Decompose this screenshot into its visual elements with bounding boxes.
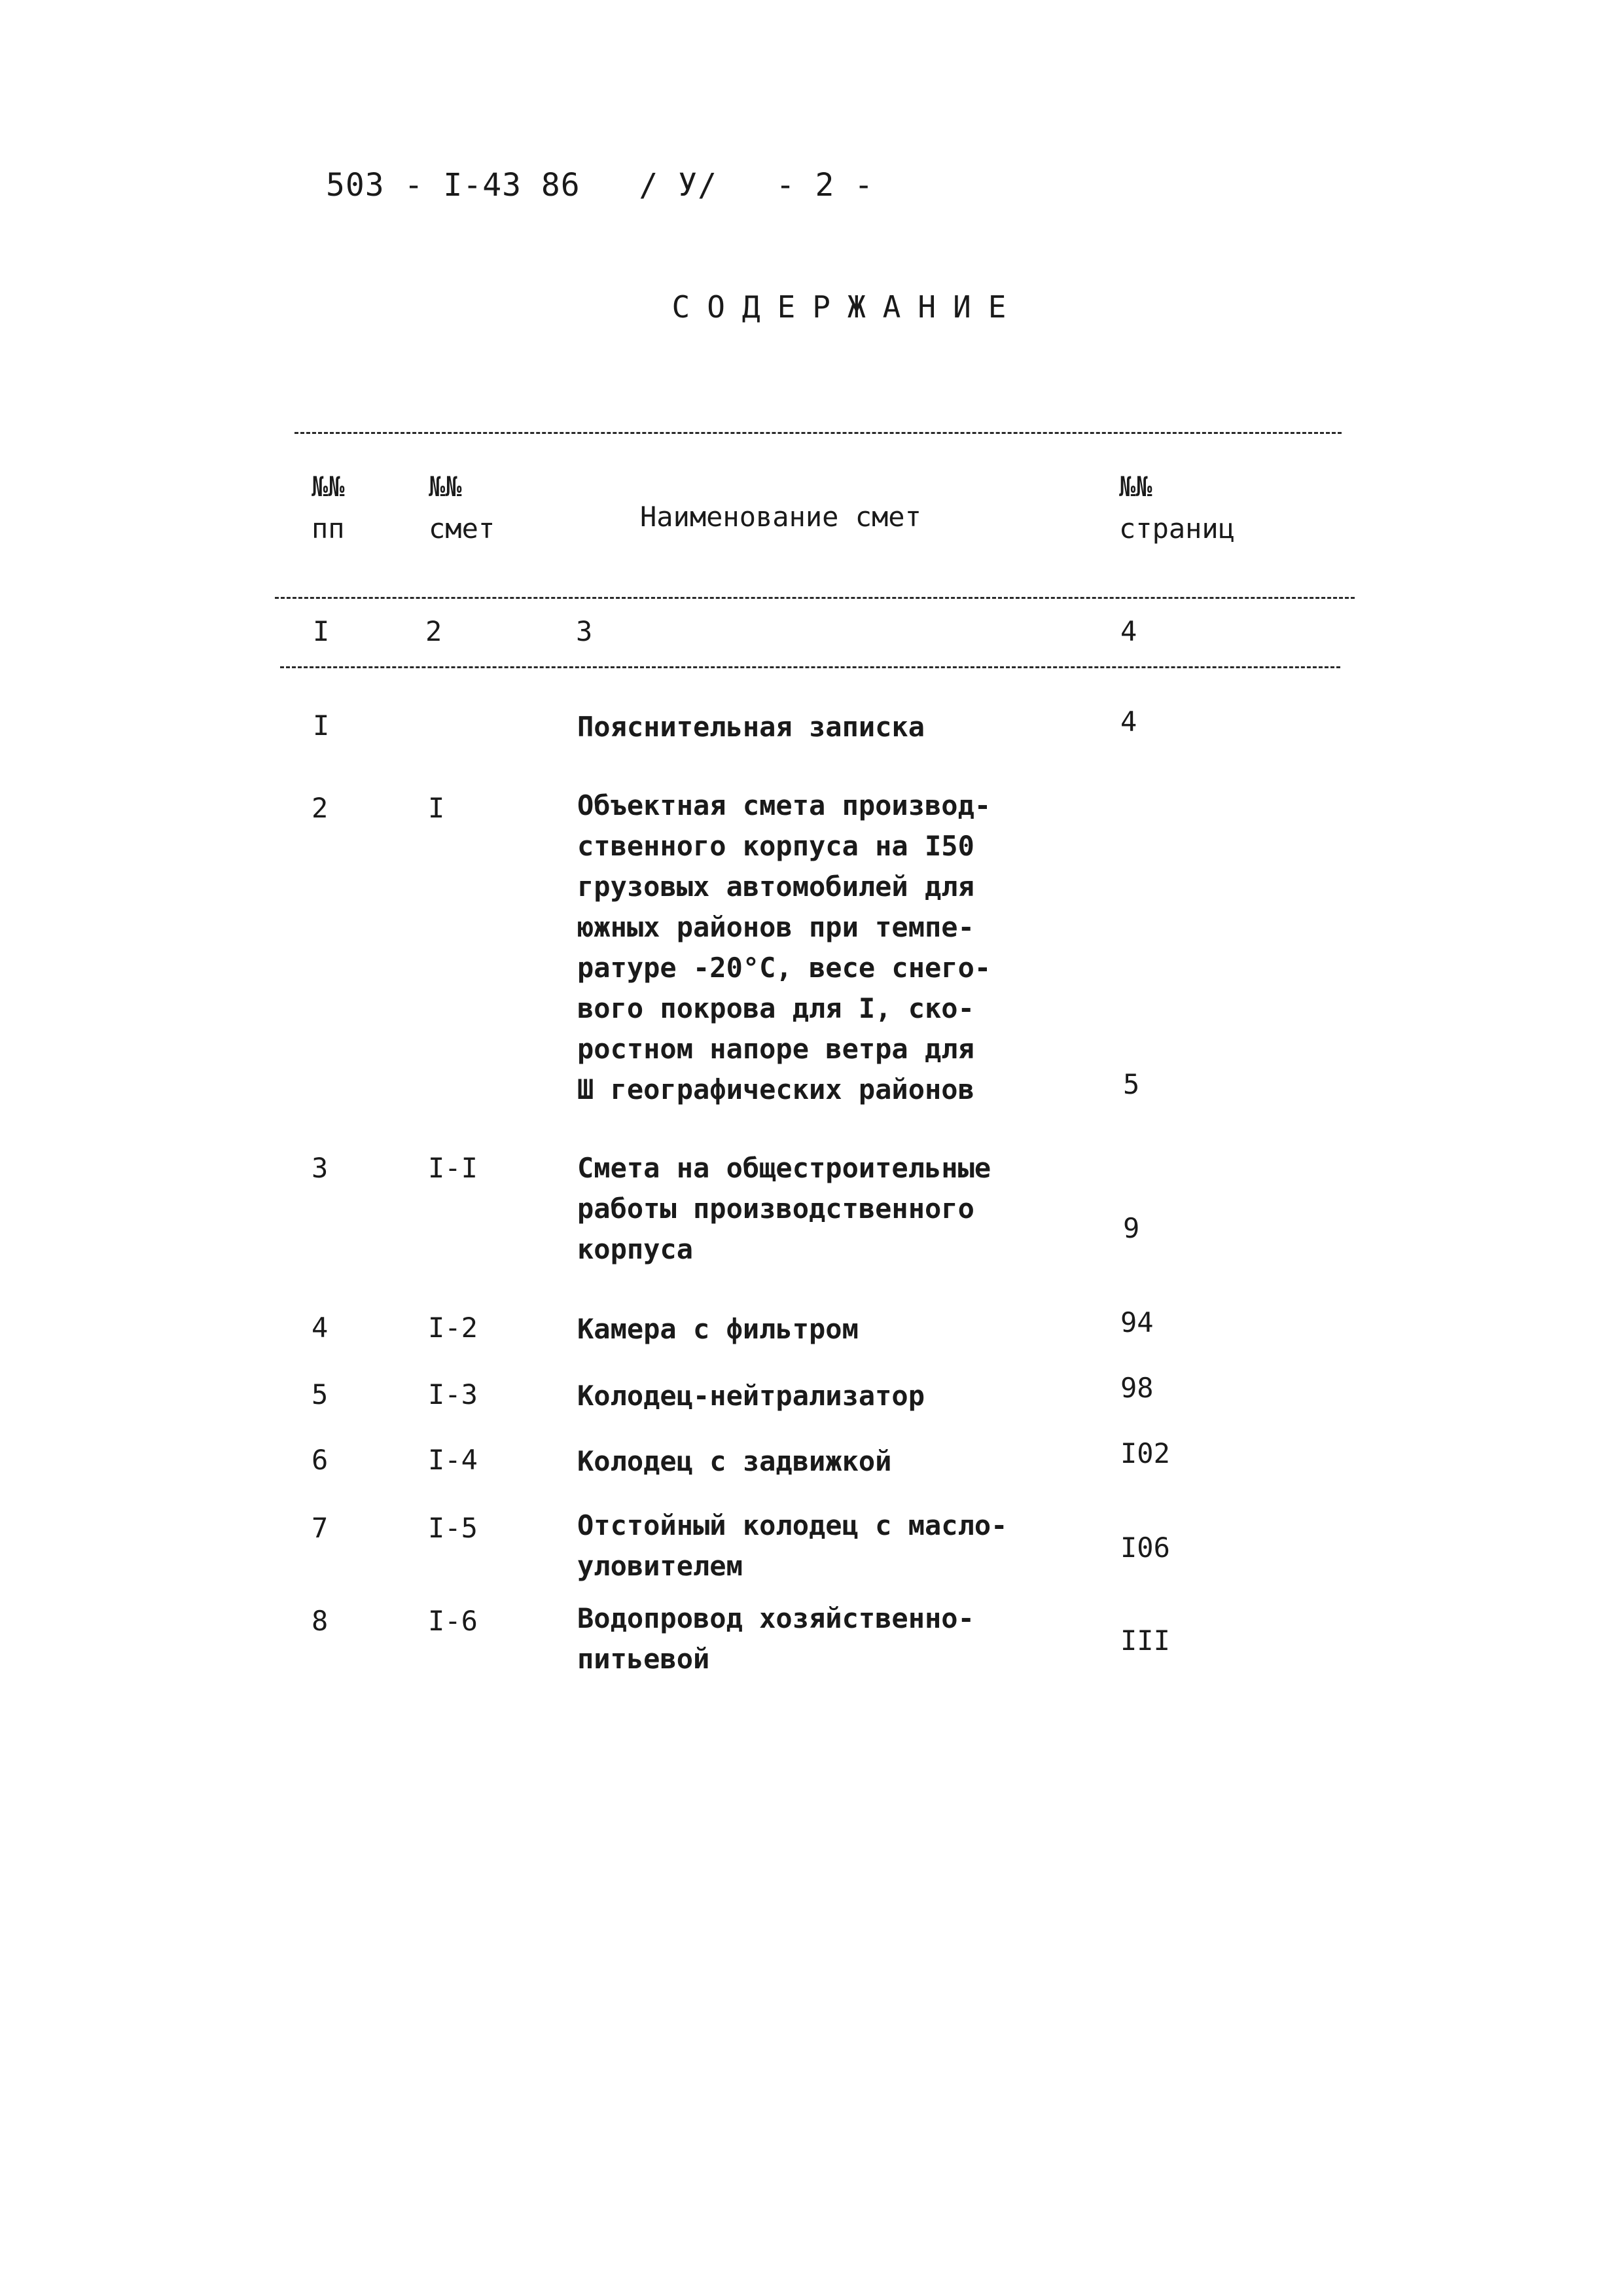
- header-num-smeta: [429, 466, 495, 550]
- row-number: 4: [312, 1312, 329, 1344]
- header-pages-top: №№: [1119, 471, 1152, 503]
- row-name: Водопровод хозяйственно- питьевой: [577, 1602, 974, 1675]
- row-page: I02: [1120, 1437, 1170, 1469]
- row-name: Объектная смета производ- ственного корпуса на I50 грузовых автомобилей для южных районов при темпе- ратуре -20°С, весе снего- вого покрова для I, ско- ростном напоре ветра для Ш географических районов: [577, 789, 991, 1105]
- row-name: Отстойный колодец с масло- уловителем: [577, 1509, 1008, 1582]
- row-page: III: [1120, 1624, 1170, 1657]
- row-smeta: I-I: [428, 1152, 478, 1184]
- row-smeta: I: [428, 792, 445, 824]
- header-num-smeta-top: №№: [429, 471, 462, 503]
- row-page: 9: [1123, 1212, 1140, 1244]
- column-number-3: 3: [576, 615, 593, 647]
- table-rule-numbers: [280, 666, 1340, 668]
- row-page: 94: [1120, 1306, 1154, 1338]
- row-number: 6: [312, 1444, 329, 1476]
- header-num-pp: [312, 466, 345, 550]
- row-page: 98: [1120, 1372, 1154, 1404]
- row-number: 8: [312, 1605, 329, 1637]
- column-number-2: 2: [425, 615, 442, 647]
- row-smeta: I-4: [428, 1444, 478, 1476]
- header-num-smeta-bottom: смет: [429, 512, 495, 545]
- header-num-pp-top: №№: [312, 471, 345, 503]
- row-name: Колодец с задвижкой: [577, 1445, 892, 1477]
- column-number-4: 4: [1120, 615, 1137, 647]
- row-number: I: [313, 709, 330, 742]
- row-name: Смета на общестроительные работы производственного корпуса: [577, 1152, 991, 1265]
- row-name: Колодец-нейтрализатор: [577, 1380, 925, 1412]
- row-name: Пояснительная записка: [577, 711, 925, 743]
- row-number: 7: [312, 1512, 329, 1544]
- row-number: 3: [312, 1152, 329, 1184]
- row-number: 5: [312, 1378, 329, 1410]
- row-page: 4: [1120, 706, 1137, 738]
- row-smeta: I-3: [428, 1378, 478, 1410]
- row-smeta: I-5: [428, 1512, 478, 1544]
- table-rule-top: [294, 432, 1342, 434]
- page-header: 503 - I-43 86 / У/ - 2 -: [326, 167, 874, 204]
- column-number-1: I: [313, 615, 330, 647]
- row-page: I06: [1120, 1532, 1170, 1564]
- row-smeta: I-6: [428, 1605, 478, 1637]
- row-number: 2: [312, 792, 329, 824]
- header-pages: [1119, 466, 1235, 550]
- header-name: Наименование смет: [640, 501, 921, 533]
- row-name: Камера с фильтром: [577, 1313, 859, 1345]
- row-page: 5: [1123, 1068, 1140, 1100]
- row-smeta: I-2: [428, 1312, 478, 1344]
- page-title: СОДЕРЖАНИЕ: [671, 289, 1024, 325]
- header-pages-bottom: страниц: [1119, 512, 1236, 545]
- table-rule-header: [275, 597, 1355, 599]
- header-num-pp-bottom: пп: [312, 512, 345, 545]
